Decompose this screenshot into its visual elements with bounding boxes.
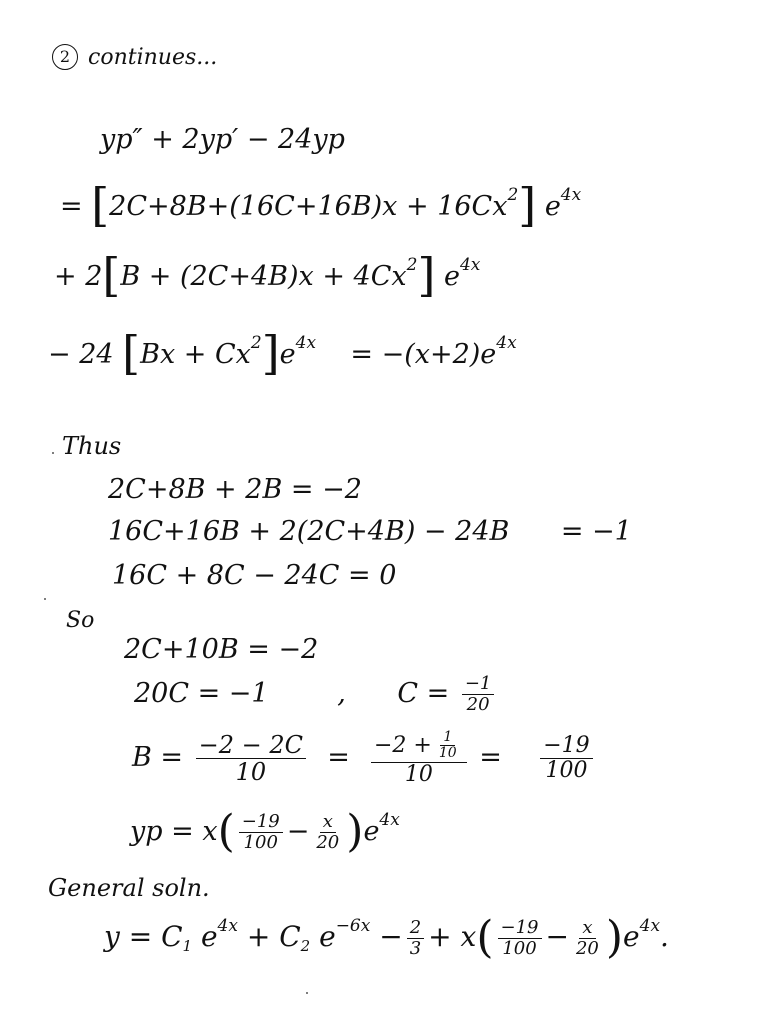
rhs-exp-power: 4x [496,333,517,353]
sub-2: 2 [300,937,311,955]
b-f2-num [371,730,467,763]
scan-speck [44,598,46,600]
yp-fraction-1 [239,812,283,853]
c-den: 20 [466,693,490,715]
left-bracket: [ [102,248,121,302]
exp-base: e [544,191,561,222]
so-eq-1: 2C+10B = −2 [124,634,319,665]
exp-power: 4x [560,185,582,205]
f-den: 3 [409,938,422,959]
b-f2-num-a: −2 + [374,732,432,758]
yp-f1-den: 100 [243,832,278,853]
equals-1: = [327,741,350,773]
f-num: 2 [407,918,424,939]
expansion-line-1 [60,178,582,232]
exponent: 2 [250,333,262,353]
so-eq-2 [134,674,498,715]
header-line [52,44,217,70]
yp-f2-den: 20 [316,832,340,853]
expansion-line-3 [48,326,517,380]
b-f3-den: 100 [545,757,588,783]
left-bracket: [ [122,326,141,380]
e1-base: e [200,920,218,953]
g-fraction-2 [573,918,602,959]
two-thirds [407,918,424,959]
so-label: So [66,608,95,633]
exp-power: 4x [295,333,317,353]
yp-lhs: yp = x [130,816,218,847]
bracket-content: Bx + Cx [140,339,251,370]
header-text: continues... [88,45,218,70]
equals-2: = [479,741,502,773]
left-paren: ( [476,912,494,963]
b-fraction-3 [540,734,592,783]
exponent: 2 [507,185,519,205]
g1-num: −19 [498,918,542,939]
coefficient: − 24 [48,339,114,370]
b-fraction-1 [196,732,306,786]
left-bracket: [ [91,178,110,232]
c-num: −1 [462,674,495,695]
thus-eq-1: 2C+8B + 2B = −2 [108,474,362,505]
lhs-text: yp″ + 2yp′ − 24yp [100,124,345,155]
b-equation [132,730,597,787]
thus-eq-2 [108,516,632,547]
right-paren: ) [346,806,364,857]
expansion-line-2 [54,248,481,302]
thus-eq-3: 16C + 8C − 24C = 0 [112,560,397,591]
equals-sign: = [60,191,92,222]
plus-c: + C [246,920,301,953]
e3-base: e [623,920,640,953]
bracket-content: 2C+8B+(16C+16B)x + 16Cx [109,191,508,222]
comma: , [337,677,346,709]
yp-minus: − [286,816,310,847]
right-hand-side: = −(x+2)e [350,339,497,370]
exp-power: 4x [459,255,481,275]
exponent: 2 [406,255,418,275]
right-bracket: ] [518,178,537,232]
thus-label: Thus [62,432,122,460]
yp-exp-base: e [363,816,380,847]
exp-base: e [279,339,296,370]
g2-num: x [579,918,595,939]
scan-speck [52,452,54,454]
g2-den: 20 [575,938,599,959]
general-solution [104,912,669,963]
bracket-content: B + (2C+4B)x + 4Cx [120,261,407,292]
b-f1-den: 10 [235,757,267,786]
inner-fraction [436,730,460,762]
b-f2-den: 10 [404,761,433,787]
g-fraction-1 [498,918,542,959]
period: . [660,920,669,953]
e2-base: e [319,920,336,953]
g-minus: − [545,920,569,953]
b-fraction-2 [371,730,467,787]
lhs-expression [100,124,345,155]
scan-speck [306,992,308,994]
e2-power: −6x [335,916,371,936]
right-bracket: ] [417,248,436,302]
thus-eq-2-rhs: = −1 [560,516,632,547]
thus-eq-2-lhs: 16C+16B + 2(2C+4B) − 24B [108,516,510,547]
so-eq-2a: 20C = −1 [134,677,269,709]
right-bracket: ] [261,326,280,380]
left-paren: ( [217,806,235,857]
plus-x: + x [428,920,477,953]
inner-den: 10 [438,745,457,762]
inner-num: 1 [440,730,455,746]
b-f3-num: −19 [540,734,592,759]
b-lhs: B = [132,741,184,773]
yp-fraction-2 [313,812,342,853]
minus: − [379,920,403,953]
general-label: General soln. [48,874,210,902]
e1-power: 4x [217,916,238,936]
c-fraction [462,674,495,715]
yp-exp-power: 4x [379,810,400,830]
g1-den: 100 [502,938,537,959]
b-f1-num: −2 − 2C [196,732,306,759]
c-equals: C = [397,677,450,709]
y-equals-c: y = C [104,920,183,953]
yp-equation [130,806,400,857]
coefficient: + 2 [54,261,103,292]
circled-number: 2 [52,44,78,70]
sub-1: 1 [182,937,193,955]
exp-base: e [443,261,460,292]
e3-power: 4x [639,916,661,936]
yp-f2-num: x [320,812,336,833]
yp-f1-num: −19 [239,812,283,833]
right-paren: ) [605,912,624,963]
